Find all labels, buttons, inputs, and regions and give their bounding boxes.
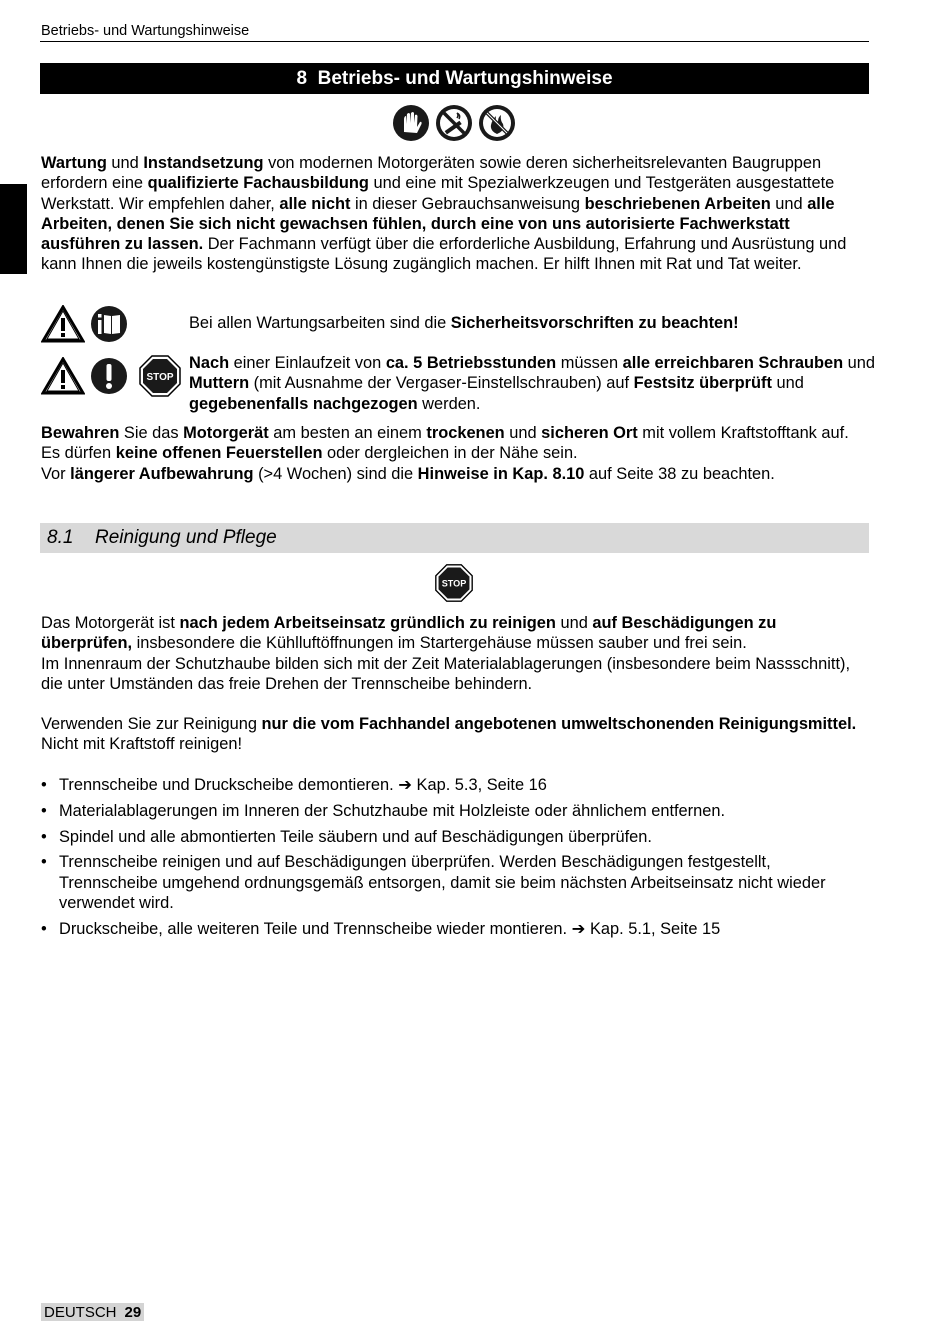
arrow-icon: ➔ — [571, 919, 586, 938]
page-number: 29 — [124, 1303, 142, 1321]
list-item: • Spindel und alle abmontierten Teile säubern und auf Beschädigungen überprüfen. — [41, 827, 871, 847]
cleaning-agents-paragraph: Verwenden Sie zur Reinigung nur die vom Fachhandel angebotenen umweltschonenden Reinigungsmittel. Nicht mit Kraftstoff reinigen! — [41, 715, 857, 754]
cleaning-paragraph: Das Motorgerät ist nach jedem Arbeitseinsatz gründlich zu reinigen und auf Beschädigungen zu überprüfen, insbesondere die Kühlluftöffnungen im Startergehäuse müssen sauber und frei sein. Im Innenraum der Schutzhaube bilden sich mit der Zeit Materialablagerungen (insbesondere beim Nassschnitt), die unter Umständen das freie Drehen der Trennscheibe behindern. — [41, 614, 851, 693]
stop-label: STOP — [146, 372, 174, 383]
chapter-title: Betriebs- und Wartungshinweise — [317, 67, 613, 89]
cross-reference: Kap. 5.3, Seite 16 — [416, 776, 547, 794]
cross-reference: Kap. 5.1, Seite 15 — [589, 919, 721, 938]
page-footer — [41, 1303, 144, 1321]
stop-label: STOP — [441, 578, 467, 589]
read-manual-icon — [90, 305, 128, 343]
cleaning-steps-list — [41, 775, 871, 945]
footer-language: DEUTSCH — [44, 1303, 117, 1321]
stop-icon — [138, 355, 182, 397]
note2-icons — [41, 357, 182, 397]
chapter-heading — [40, 63, 869, 94]
storage-paragraph: Bewahren Sie das Motorgerät am besten an einem trockenen und sicheren Ort mit vollem Kraftstofftank auf. Es dürfen keine offenen Feuerstellen oder dergleichen in der Nähe sein. Vor längerer Aufbewahrung (>4 Wochen) sind die Hinweise in Kap. 8.10 auf Seite 38 zu beachten. — [41, 424, 849, 483]
note1-text: Bei allen Wartungsarbeiten sind die Sicherheitsvorschriften zu beachten! — [189, 314, 739, 332]
side-tab-marker — [0, 184, 27, 274]
header-rule — [40, 41, 869, 42]
warning-triangle-icon — [41, 357, 85, 395]
section-title: Reinigung und Pflege — [95, 527, 277, 548]
list-item: • Trennscheibe reinigen und auf Beschädigungen überprüfen. Werden Beschädigungen festgestellt, Trennscheibe umgehend ordnungsgemäß entsorgen, damit sie beim nächsten Arbeitseinsatz nicht wieder verwendet wird. — [41, 852, 871, 913]
gloves-icon — [392, 104, 430, 142]
arrow-icon: ➔ — [398, 776, 412, 794]
no-smoking-icon — [435, 104, 473, 142]
exclamation-icon — [90, 357, 128, 395]
no-open-flame-icon — [478, 104, 516, 142]
list-item: • Materialablagerungen im Inneren der Schutzhaube mit Holzleiste oder ähnlichem entfernen. — [41, 801, 871, 821]
chapter-number: 8 — [296, 67, 308, 89]
section-number: 8.1 — [47, 527, 74, 548]
running-header: Betriebs- und Wartungshinweise — [41, 23, 250, 39]
note1-icons — [41, 305, 128, 343]
chapter-icons — [392, 104, 516, 142]
list-item: • Trennscheibe und Druckscheibe demontieren. ➔ Kap. 5.3, Seite 16 — [41, 775, 871, 795]
stop-icon — [434, 563, 474, 603]
note2-text: Nach einer Einlaufzeit von ca. 5 Betriebsstunden müssen alle erreichbaren Schrauben und Muttern (mit Ausnahme der Vergaser-Einstellschrauben) auf Festsitz überprüft und gegebenenfalls nachgezogen werden. — [189, 354, 876, 413]
list-item: • Druckscheibe, alle weiteren Teile und Trennscheibe wieder montieren. ➔ Kap. 5.1, Seite 15 — [41, 919, 871, 939]
section-heading — [40, 523, 869, 553]
intro-paragraph: Wartung und Instandsetzung von modernen Motorgeräten sowie deren sicherheitsrelevanten Baugruppen erfordern eine qualifizierte Fachausbildung und eine mit Spezialwerkzeugen und Testgeräten ausgestattete Werkstatt. Wir empfehlen daher, alle nicht in dieser Gebrauchsanweisung beschriebenen Arbeiten und alle Arbeiten, denen Sie sich nicht gewachsen fühlen, durch eine von uns autorisierte Fachwerkstatt ausführen zu lassen. Der Fachmann verfügt über die erforderliche Ausbildung, Erfahrung und Ausrüstung und kann Ihnen die jeweils kostengünstigste Lösung zugänglich machen. Er hilft Ihnen mit Rat und Tat weiter. — [41, 154, 847, 274]
warning-triangle-icon — [41, 305, 85, 343]
